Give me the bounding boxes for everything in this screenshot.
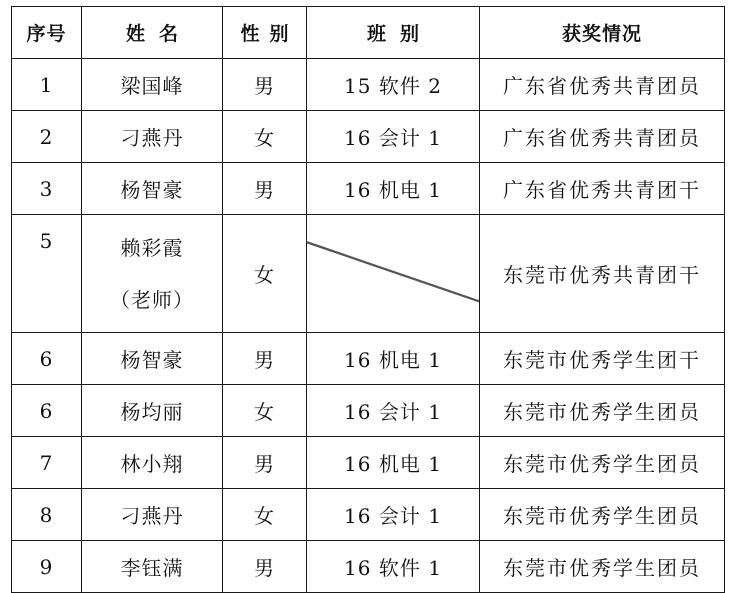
- cell-gender: 女: [223, 111, 307, 163]
- cell-gender: 女: [223, 215, 307, 333]
- cell-name: 林小翔: [82, 437, 223, 489]
- cell-class: 16 软件 1: [307, 541, 480, 593]
- cell-class-empty: [307, 215, 480, 333]
- cell-no: 8: [12, 489, 82, 541]
- cell-no: 6: [12, 333, 82, 385]
- table-row: [12, 163, 725, 215]
- cell-gender: 女: [223, 385, 307, 437]
- cell-award: 东莞市优秀学生团员: [480, 489, 725, 541]
- cell-name: 梁国峰: [82, 59, 223, 111]
- cell-no: 2: [12, 111, 82, 163]
- cell-class: 16 机电 1: [307, 333, 480, 385]
- cell-gender: 男: [223, 437, 307, 489]
- cell-name: 刁燕丹: [82, 489, 223, 541]
- cell-name: 杨智豪: [82, 333, 223, 385]
- cell-gender: 男: [223, 333, 307, 385]
- cell-class: 16 会计 1: [307, 489, 480, 541]
- header-row: [12, 7, 725, 59]
- cell-gender: 男: [223, 541, 307, 593]
- cell-award: 东莞市优秀学生团员: [480, 541, 725, 593]
- cell-class: 16 会计 1: [307, 111, 480, 163]
- cell-award: 广东省优秀共青团干: [480, 163, 725, 215]
- cell-class: 15 软件 2: [307, 59, 480, 111]
- cell-class: 16 会计 1: [307, 385, 480, 437]
- cell-award: 东莞市优秀共青团干: [480, 215, 725, 333]
- table-row: [12, 111, 725, 163]
- awards-table: [11, 6, 725, 593]
- cell-award: 东莞市优秀学生团员: [480, 385, 725, 437]
- cell-no: 6: [12, 385, 82, 437]
- cell-gender: 女: [223, 489, 307, 541]
- header-name: 姓名: [82, 7, 223, 59]
- cell-award: 东莞市优秀学生团干: [480, 333, 725, 385]
- cell-class: 16 机电 1: [307, 163, 480, 215]
- cell-no: 3: [12, 163, 82, 215]
- cell-name-note: （老师）: [110, 287, 194, 312]
- table-row: [12, 489, 725, 541]
- cell-name: 李钰满: [82, 541, 223, 593]
- header-no: 序号: [12, 7, 82, 59]
- header-class: 班别: [307, 7, 480, 59]
- cell-name: 杨智豪: [82, 163, 223, 215]
- cell-award: 广东省优秀共青团员: [480, 111, 725, 163]
- cell-no: 5: [12, 215, 82, 333]
- table-row: [12, 215, 725, 333]
- table-row: [12, 437, 725, 489]
- cell-name: 刁燕丹: [82, 111, 223, 163]
- cell-name: [82, 215, 223, 333]
- cell-award: 东莞市优秀学生团员: [480, 437, 725, 489]
- cell-no: 7: [12, 437, 82, 489]
- table-row: [12, 333, 725, 385]
- table-row: [12, 385, 725, 437]
- cell-class: 16 机电 1: [307, 437, 480, 489]
- table-row: [12, 541, 725, 593]
- cell-gender: 男: [223, 59, 307, 111]
- cell-name-main: 赖彩霞: [120, 235, 184, 260]
- cell-no: 9: [12, 541, 82, 593]
- cell-no: 1: [12, 59, 82, 111]
- header-gender: 性别: [223, 7, 307, 59]
- cell-gender: 男: [223, 163, 307, 215]
- cell-name: 杨均丽: [82, 385, 223, 437]
- header-award: 获奖情况: [480, 7, 725, 59]
- cell-award: 广东省优秀共青团员: [480, 59, 725, 111]
- table-row: [12, 59, 725, 111]
- diagonal-line: [307, 215, 479, 332]
